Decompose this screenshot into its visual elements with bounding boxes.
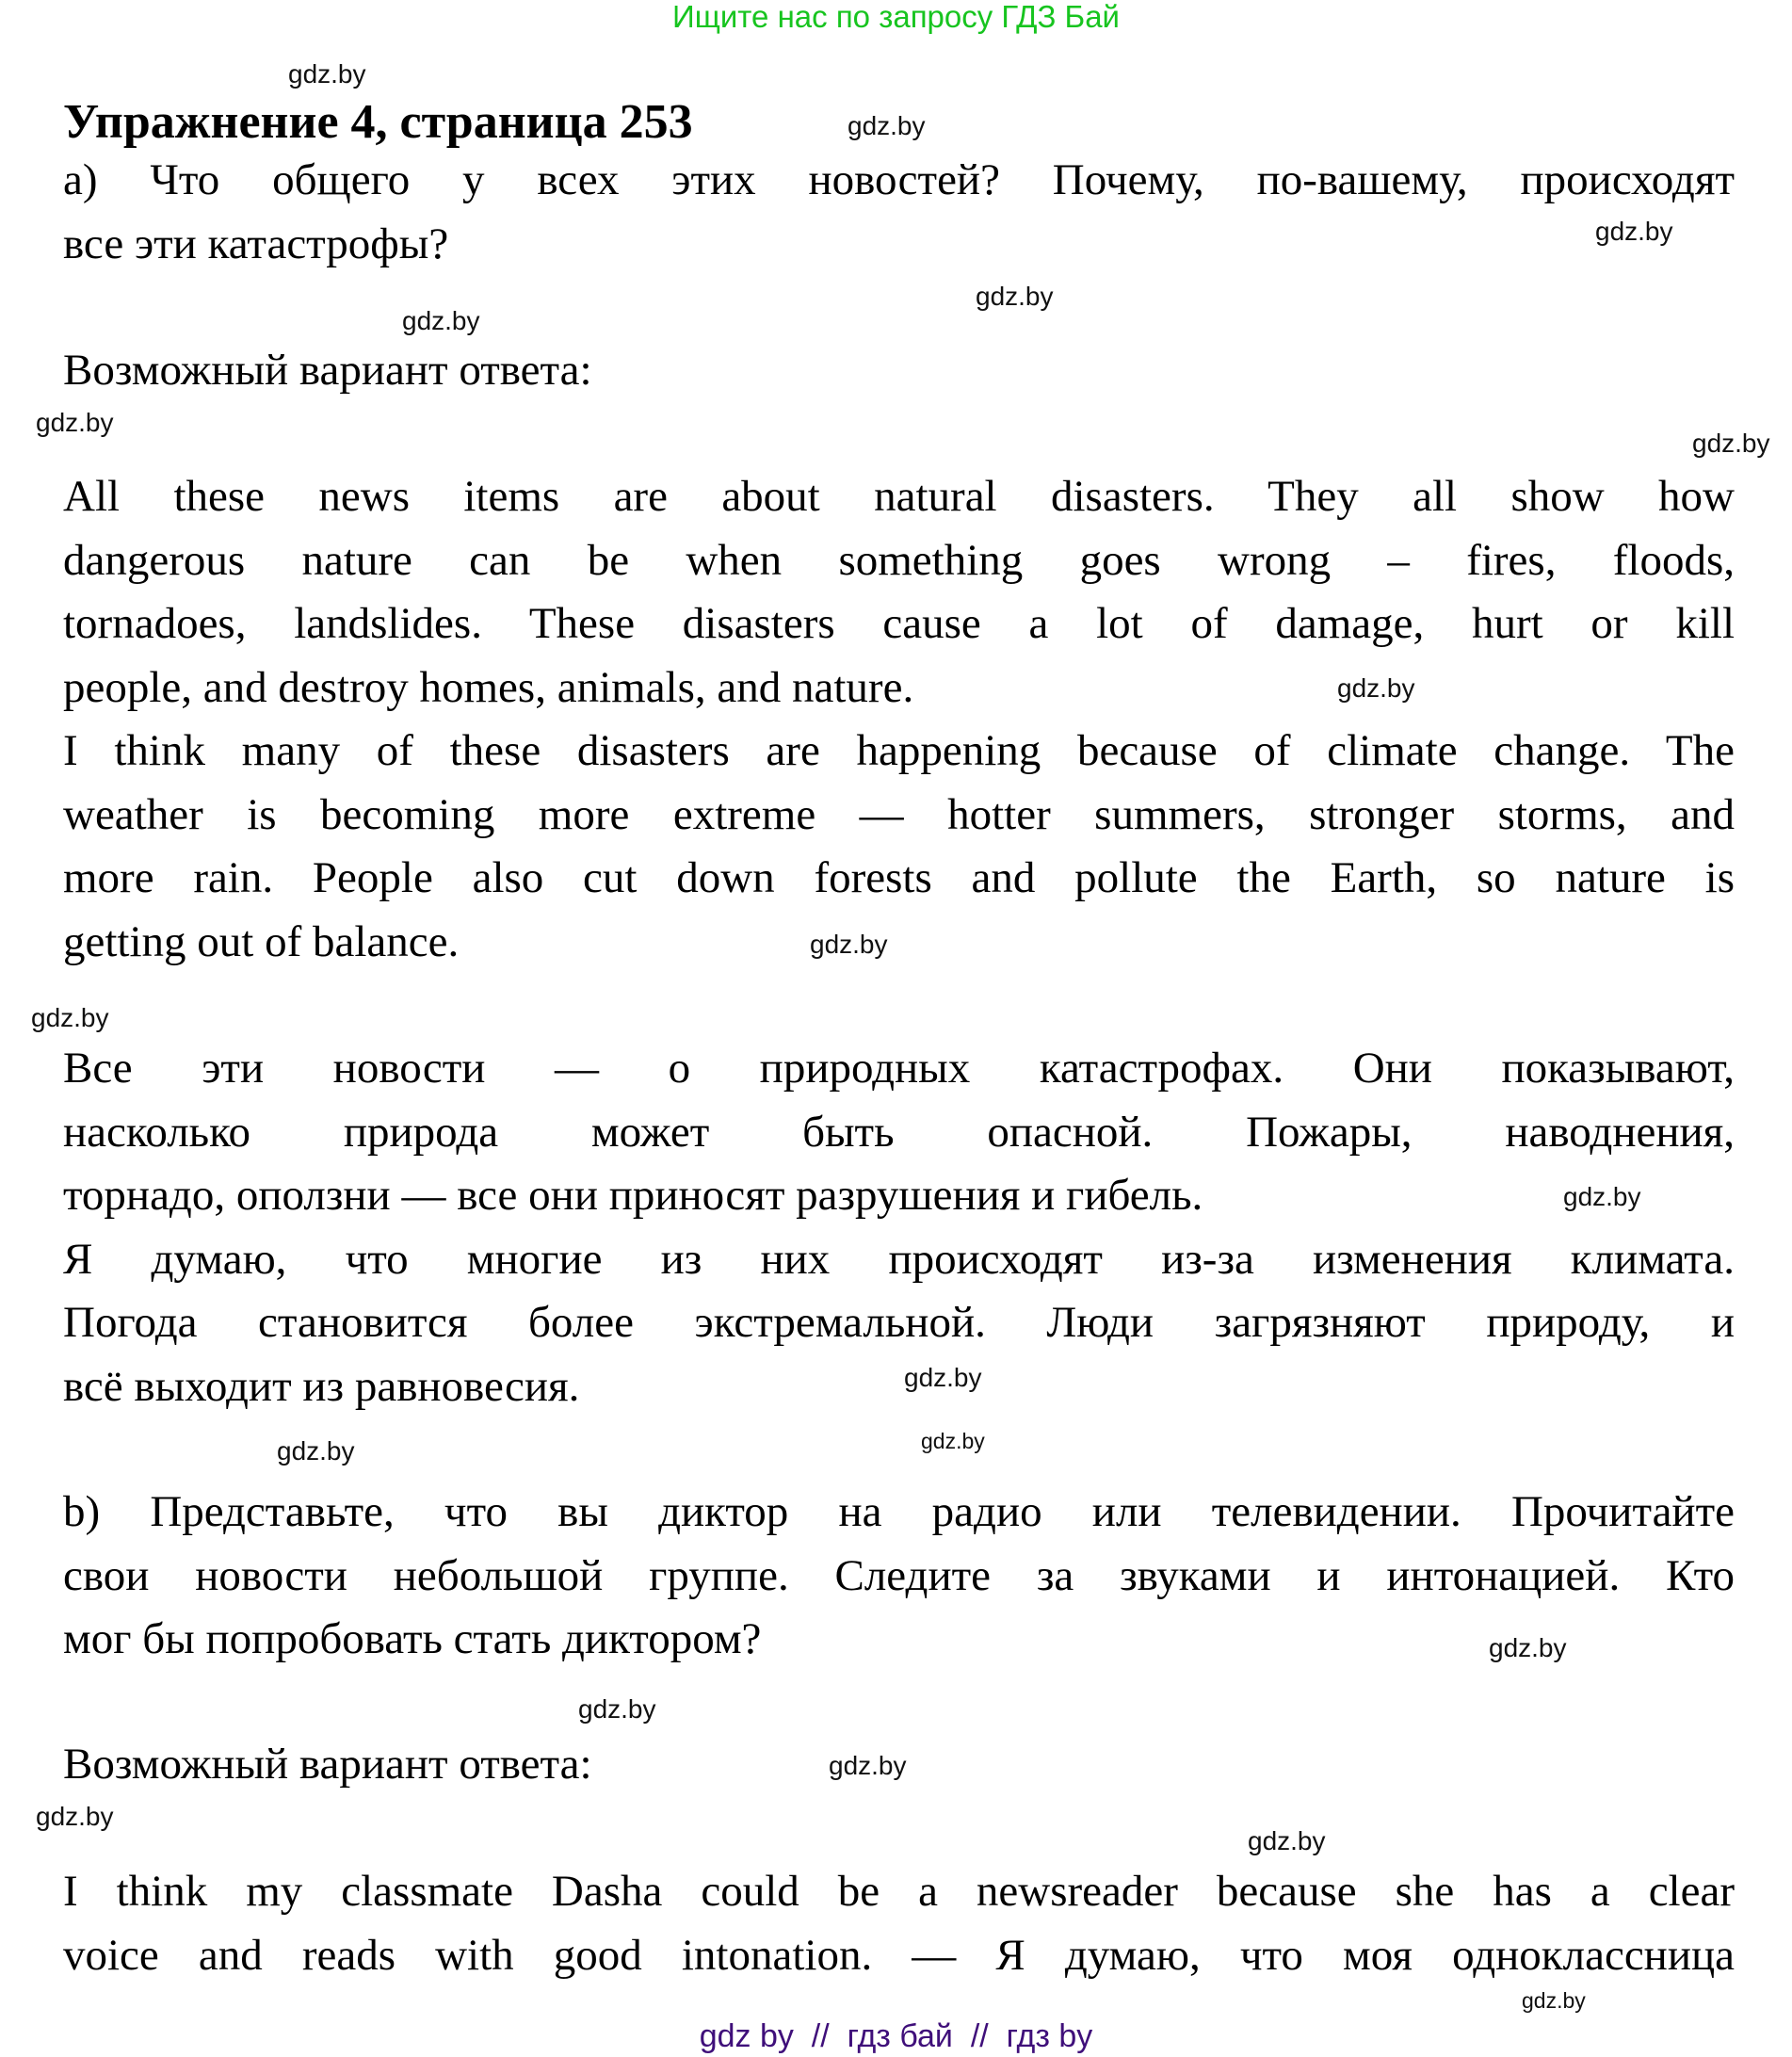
text-line: Возможный вариант ответа: — [63, 346, 592, 395]
watermark: gdz.by — [36, 1802, 114, 1831]
text-line: Погода становится более экстремальной. Люди загрязняют природу, и — [63, 1298, 1735, 1347]
page-title: Упражнение 4, страница 253 — [63, 95, 693, 149]
watermark: gdz.by — [1522, 1988, 1586, 2013]
watermark: gdz.by — [1692, 429, 1770, 458]
text-line: все эти катастрофы? — [63, 219, 449, 268]
text-line: насколько природа может быть опасной. Пожары, наводнения, — [63, 1107, 1735, 1157]
text-line: а) Что общего у всех этих новостей? Почему, по-вашему, происходят — [63, 155, 1735, 204]
text-line: свои новости небольшой группе. Следите за звуками и интонацией. Кто — [63, 1550, 1735, 1600]
watermark: gdz.by — [1337, 673, 1415, 703]
text-line: Я думаю, что многие из них происходят из-за изменения климата. — [63, 1234, 1735, 1284]
watermark: gdz.by — [1248, 1826, 1326, 1855]
text-line: мог бы попробовать стать диктором? — [63, 1614, 762, 1663]
watermark: gdz.by — [829, 1751, 907, 1780]
watermark: gdz.by — [976, 282, 1054, 311]
watermark: gdz.by — [810, 930, 888, 959]
text-line: dangerous nature can be when something goes wrong – fires, floods, — [63, 535, 1735, 585]
text-line: getting out of balance. — [63, 916, 460, 966]
question-b — [63, 1481, 1735, 1672]
watermark: gdz.by — [277, 1436, 355, 1466]
search-promo-banner: Ищите нас по запросу ГДЗ Бай — [672, 0, 1120, 34]
text-line: Возможный вариант ответа: — [63, 1740, 592, 1789]
watermark: gdz.by — [848, 111, 926, 140]
text-line: I think my classmate Dasha could be a newsreader because she has a clear — [63, 1867, 1735, 1916]
text-line: торнадо, оползни — все они приносят разрушения и гибель. — [63, 1171, 1203, 1220]
answer-label-a — [63, 339, 1735, 403]
watermark: gdz.by — [402, 306, 480, 335]
text-line: more rain. People also cut down forests and pollute the Earth, so nature is — [63, 853, 1735, 902]
text-line: All these news items are about natural disasters. They all show how — [63, 472, 1735, 521]
footer-links[interactable]: gdz by // гдз бай // гдз by — [699, 2018, 1093, 2054]
answer-b — [63, 1860, 1735, 1987]
watermark: gdz.by — [578, 1694, 656, 1724]
text-line: voice and reads with good intonation. — Я думаю, что моя одноклассница — [63, 1930, 1735, 1980]
watermark: gdz.by — [921, 1429, 985, 1453]
watermark: gdz.by — [31, 1003, 109, 1032]
watermark: gdz.by — [1563, 1182, 1641, 1211]
text-line: b) Представьте, что вы диктор на радио или телевидении. Прочитайте — [63, 1487, 1735, 1536]
text-line: I think many of these disasters are happening because of climate change. The — [63, 726, 1735, 775]
russian-answer-paragraph — [63, 1037, 1735, 1418]
english-answer-paragraph-1 — [63, 465, 1735, 974]
question-a — [63, 149, 1735, 276]
watermark: gdz.by — [1595, 217, 1673, 246]
text-line: people, and destroy homes, animals, and nature. — [63, 662, 914, 712]
watermark: gdz.by — [36, 408, 114, 437]
text-line: всё выходит из равновесия. — [63, 1361, 580, 1411]
watermark: gdz.by — [288, 59, 366, 89]
watermark: gdz.by — [1489, 1633, 1567, 1662]
text-line: Все эти новости — о природных катастрофах. Они показывают, — [63, 1044, 1735, 1093]
text-line: tornadoes, landslides. These disasters cause a lot of damage, hurt or kill — [63, 599, 1735, 648]
watermark: gdz.by — [904, 1363, 982, 1392]
text-line: weather is becoming more extreme — hotter summers, stronger storms, and — [63, 789, 1735, 839]
